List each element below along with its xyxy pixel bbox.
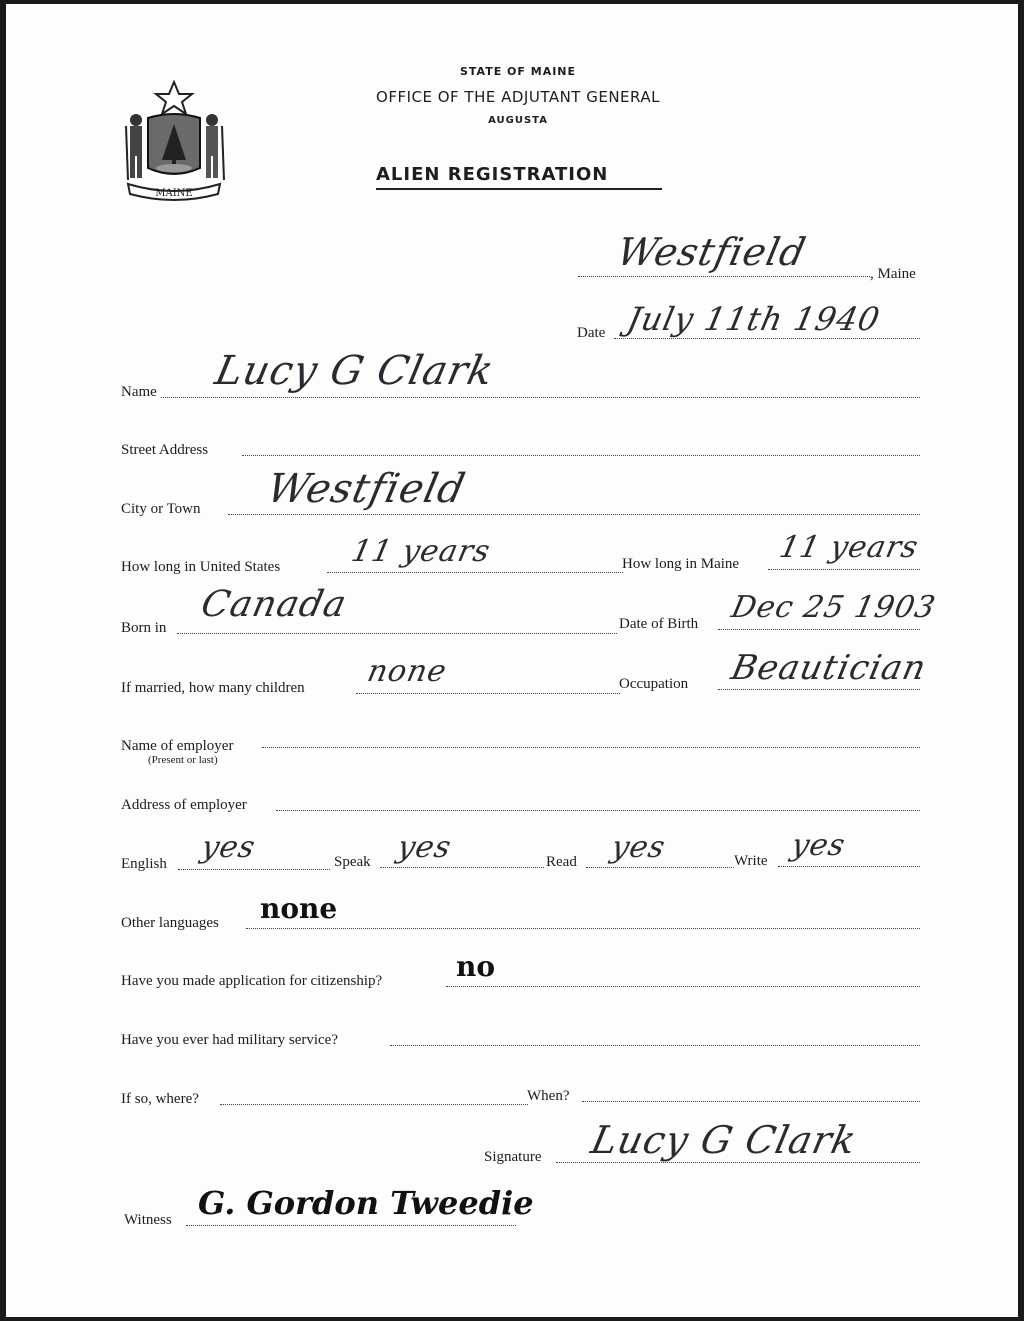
date-of-birth-label: Date of Birth [619, 616, 699, 632]
witness-value[interactable]: G. Gordon Tweedie [198, 1184, 534, 1222]
english-value[interactable]: yes [198, 830, 259, 865]
when-label: When? [527, 1088, 570, 1104]
city-heading: AUGUSTA [488, 115, 548, 126]
occupation-label: Occupation [619, 676, 689, 692]
signature-value[interactable]: Lucy G Clark [587, 1118, 861, 1162]
state-heading: STATE OF MAINE [459, 65, 577, 78]
citizenship-value[interactable]: no [456, 950, 496, 983]
date-label: Date [577, 325, 606, 341]
town-line [578, 276, 870, 277]
date-of-birth-value[interactable]: Dec 25 1903 [728, 590, 939, 625]
occupation-value[interactable]: Beautician [727, 648, 931, 688]
employer-name-label: Name of employer [121, 738, 234, 754]
city-label: City or Town [121, 501, 201, 517]
how-long-maine-value[interactable]: 11 years [776, 530, 922, 565]
town-value[interactable]: Westfield [613, 230, 811, 274]
office-heading: OFFICE OF THE ADJUTANT GENERAL [376, 88, 660, 106]
other-languages-line [246, 928, 920, 929]
english-label: English [121, 856, 167, 872]
witness-line [186, 1225, 516, 1226]
children-line [356, 693, 620, 694]
read-value[interactable]: yes [608, 830, 669, 865]
date-line [614, 338, 920, 339]
where-label: If so, where? [121, 1091, 199, 1107]
military-line [390, 1045, 920, 1046]
english-line [178, 869, 330, 870]
street-address-label: Street Address [121, 442, 209, 458]
speak-line [380, 867, 544, 868]
citizenship-label: Have you made application for citizenship? [121, 973, 383, 989]
other-languages-label: Other languages [121, 915, 219, 931]
employer-address-line [276, 810, 920, 811]
employer-name-line [262, 747, 920, 748]
name-value[interactable]: Lucy G Clark [211, 348, 499, 394]
witness-label: Witness [124, 1212, 172, 1228]
children-value[interactable]: none [364, 654, 451, 689]
where-line [220, 1104, 528, 1105]
street-address-line [242, 455, 920, 456]
date-of-birth-line [718, 629, 920, 630]
how-long-maine-line [768, 569, 920, 570]
military-label: Have you ever had military service? [121, 1032, 338, 1048]
how-long-us-label: How long in United States [121, 559, 281, 575]
born-in-value[interactable]: Canada [197, 584, 351, 625]
title-underline [376, 188, 662, 190]
citizenship-line [446, 986, 920, 987]
how-long-us-line [327, 572, 623, 573]
maine-label: , Maine [870, 266, 916, 282]
read-line [586, 867, 734, 868]
write-value[interactable]: yes [788, 828, 849, 863]
write-line [778, 866, 920, 867]
born-in-label: Born in [121, 620, 167, 636]
city-line [228, 514, 920, 515]
read-label: Read [546, 854, 577, 870]
employer-address-label: Address of employer [121, 797, 247, 813]
how-long-us-value[interactable]: 11 years [348, 534, 494, 569]
write-label: Write [734, 853, 768, 869]
seal-banner-text: MAINE [155, 188, 193, 199]
when-line [582, 1101, 920, 1102]
employer-name-note: (Present or last) [148, 754, 218, 766]
signature-label: Signature [484, 1149, 542, 1165]
name-line [161, 397, 920, 398]
how-long-maine-label: How long in Maine [622, 556, 740, 572]
form-title: ALIEN REGISTRATION [376, 164, 609, 185]
occupation-line [718, 689, 920, 690]
speak-label: Speak [334, 854, 371, 870]
name-label: Name [121, 384, 157, 400]
children-label: If married, how many children [121, 680, 305, 696]
speak-value[interactable]: yes [394, 830, 455, 865]
other-languages-value[interactable]: none [260, 892, 338, 925]
city-value[interactable]: Westfield [263, 466, 470, 512]
born-in-line [177, 633, 617, 634]
date-value[interactable]: July 11th 1940 [623, 300, 884, 338]
registration-form [6, 4, 1018, 1317]
signature-line [556, 1162, 920, 1163]
